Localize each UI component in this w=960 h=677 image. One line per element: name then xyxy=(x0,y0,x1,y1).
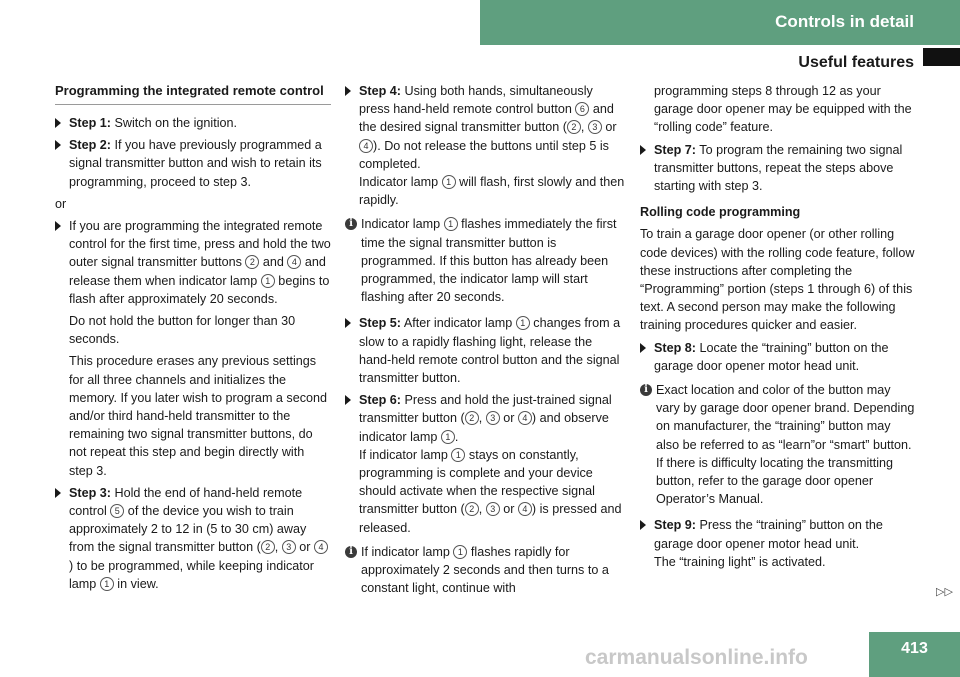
ref-4-icon: 4 xyxy=(518,502,532,516)
heading-programming: Programming the integrated remote control xyxy=(55,82,331,105)
ref-4-icon: 4 xyxy=(518,411,532,425)
step-3: Step 3: Hold the end of hand-held remote control 5 of the device you wish to train approximately 2 to 12 in (5 to 30 cm) away from the signal transmitter button ( 2 , 3 or 4) to be programmed, while keeping indicator lamp 1 in view. xyxy=(55,484,331,593)
info-icon: i xyxy=(345,546,357,558)
heading-rolling-code: Rolling code programming xyxy=(640,205,801,220)
info-icon: i xyxy=(640,384,652,396)
ref-1-icon: 1 xyxy=(442,175,456,189)
ref-5-icon: 5 xyxy=(110,504,124,518)
ref-4-icon: 4 xyxy=(314,540,328,554)
info-note-2: i If indicator lamp 1 flashes rapidly for approximately 2 seconds and then turns to a constant light, continue with xyxy=(345,543,627,598)
info-note-3: i Exact location and color of the button may vary by garage door opener brand. Depending on manufacturer, the “training” button may also be referred to as “learn”or “smart” button. If there is difficulty locating the transmitting button, refer to the garage door opener Operator’s Manual. xyxy=(640,381,917,508)
ref-2-icon: 2 xyxy=(567,120,581,134)
ref-3-icon: 3 xyxy=(588,120,602,134)
ref-1-icon: 1 xyxy=(516,316,530,330)
bullet-arrow-icon xyxy=(345,395,351,405)
note-continued: programming steps 8 through 12 as your garage door opener may be equipped with the “rolling code” feature. xyxy=(654,84,912,135)
step-7: Step 7: To program the remaining two signal transmitter buttons, repeat the steps above starting with step 3. xyxy=(640,141,917,196)
ref-1-icon: 1 xyxy=(451,448,465,462)
ref-2-icon: 2 xyxy=(465,502,479,516)
step-1: Step 1: Switch on the ignition. xyxy=(55,114,331,132)
ref-1-icon: 1 xyxy=(444,217,458,231)
bullet-arrow-icon xyxy=(55,140,61,150)
bullet-arrow-icon xyxy=(640,145,646,155)
chapter-title: Controls in detail xyxy=(775,12,914,31)
step-6: Step 6: Press and hold the just-trained signal transmitter button ( 2 , 3 or 4 ) and observe indicator lamp 1 . If indicator lamp 1 stays on constantly, programming is complete and your device should activate when the respective signal transmitter button ( 2 , 3 or 4 ) is pressed and released. xyxy=(345,391,627,537)
ref-3-icon: 3 xyxy=(282,540,296,554)
bullet-arrow-icon xyxy=(55,221,61,231)
ref-4-icon: 4 xyxy=(287,255,301,269)
bullet-arrow-icon xyxy=(55,118,61,128)
erase-text: This procedure erases any previous settings for all three channels and initializes the memory. If you later wish to program a second and/or third hand-held transmitter to the remaining two signal transmitter buttons, do not repeat this step and begin directly with step 3. xyxy=(69,354,328,478)
step-2: Step 2: If you have previously programmed a signal transmitter button and wish to retain its programming, proceed to step 3. xyxy=(55,136,331,191)
ref-3-icon: 3 xyxy=(486,411,500,425)
ref-1-icon: 1 xyxy=(261,274,275,288)
bullet-arrow-icon xyxy=(345,318,351,328)
section-title: Useful features xyxy=(798,54,914,71)
ref-2-icon: 2 xyxy=(261,540,275,554)
section-marker xyxy=(923,48,960,66)
column-3 xyxy=(640,82,917,575)
step-4: Step 4: Using both hands, simultaneously press hand-held remote control button 6 and the desired signal transmitter button ( 2 , 3 or 4 ). Do not release the buttons until step 5 is completed. Indicator lamp 1 will flash, first slowly and then rapidly. xyxy=(345,82,627,209)
or-text: or xyxy=(55,196,67,211)
bullet-arrow-icon xyxy=(640,343,646,353)
info-icon: i xyxy=(345,218,357,230)
page-number-box xyxy=(869,632,960,677)
continue-arrow-icon: ▷▷ xyxy=(936,586,953,598)
rolling-code-text: To train a garage door opener (or other rolling code devices) with the rolling code feature, follow these instructions after completing the “Programming” portion (steps 1 through 6) of this text. A second person may make the following training procedures quicker and easier. xyxy=(640,227,915,333)
info-note-1: i Indicator lamp 1 flashes immediately the first time the signal transmitter button is programmed. If this button has already been programmed, the indicator lamp will start flashing after 20 seconds. xyxy=(345,215,627,306)
ref-2-icon: 2 xyxy=(465,411,479,425)
ref-4-icon: 4 xyxy=(359,139,373,153)
hold-text: Do not hold the button for longer than 30 seconds. xyxy=(69,314,296,347)
step-8: Step 8: Locate the “training” button on the garage door opener motor head unit. xyxy=(640,339,917,375)
ref-1-icon: 1 xyxy=(441,430,455,444)
ref-1-icon: 1 xyxy=(453,545,467,559)
step-5: Step 5: After indicator lamp 1 changes from a slow to a rapidly flashing light, release the hand-held remote control button and the signal transmitter button. xyxy=(345,314,627,387)
bullet-arrow-icon xyxy=(345,86,351,96)
watermark: carmanualsonline.info xyxy=(585,646,808,669)
step-first-time: If you are programming the integrated remote control for the first time, press and hold the two outer signal transmitter buttons 2 and 4 and release them when indicator lamp 1 begins to flash after approximately 20 seconds. xyxy=(55,217,331,308)
ref-3-icon: 3 xyxy=(486,502,500,516)
bullet-arrow-icon xyxy=(55,488,61,498)
ref-6-icon: 6 xyxy=(575,102,589,116)
bullet-arrow-icon xyxy=(640,520,646,530)
ref-2-icon: 2 xyxy=(245,255,259,269)
ref-1-icon: 1 xyxy=(100,577,114,591)
page-number: 413 xyxy=(901,640,928,657)
column-2 xyxy=(345,82,627,605)
column-1 xyxy=(55,82,331,597)
step-9: Step 9: Press the “training” button on the garage door opener motor head unit. The “training light” is activated. xyxy=(640,516,917,571)
